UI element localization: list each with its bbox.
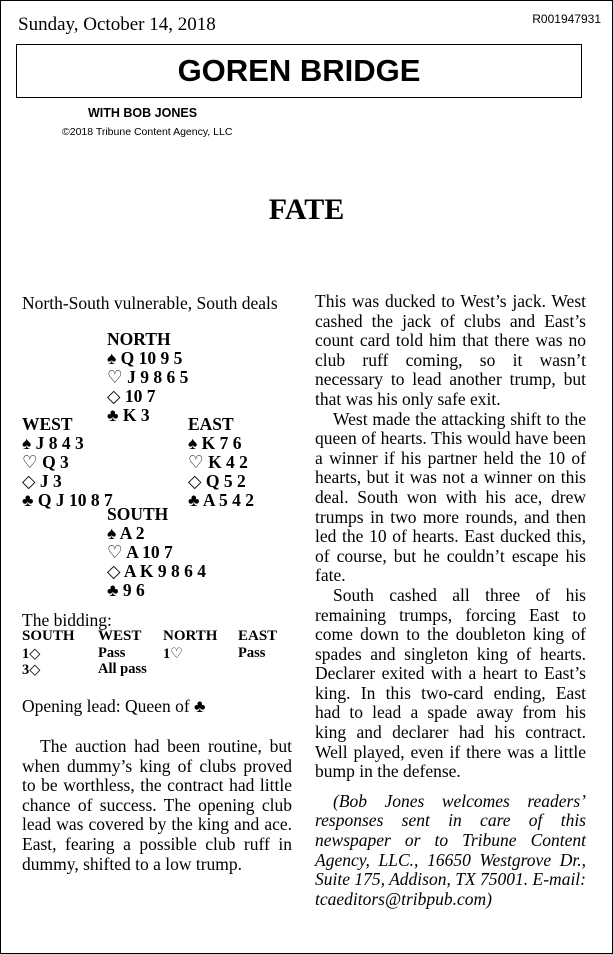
south-spades: ♠ A 2	[107, 523, 145, 543]
body-paragraph: This was ducked to West’s jack. West cashed the jack of clubs and East’s count card told him that there was no club ruff coming, so it wasn’t necessary to lead another trump, but that was his only safe exit.	[315, 291, 586, 409]
north-hearts: ♡ J 9 8 6 5	[107, 367, 189, 387]
bidding-title: The bidding:	[22, 610, 112, 630]
bid-east-1: Pass	[238, 645, 266, 661]
west-diamonds: ◇ J 3	[22, 471, 62, 491]
east-clubs: ♣ A 5 4 2	[188, 490, 254, 510]
bid-header-south: SOUTH	[22, 628, 75, 644]
east-spades: ♠ K 7 6	[188, 433, 242, 453]
headline: FATE	[268, 193, 345, 226]
opening-lead: Opening lead: Queen of ♣	[22, 696, 206, 716]
north-label: NORTH	[107, 329, 171, 349]
west-clubs: ♣ Q J 10 8 7	[22, 490, 113, 510]
body-paragraph: West made the attacking shift to the queen of hearts. This would have been a winner if his partner held the 10 of hearts, but it was not a winner on this deal. South won with his ace, drew trumps in two more rounds, and then led the 10 of hearts. East ducked this, of course, but he couldn’t escape his fate.	[315, 408, 586, 586]
body-paragraph: The auction had been routine, but when dummy’s king of clubs proved to be worthless, the contract had little chance of success. The opening club lead was covered by the king and ace. East, fearing a possible club ruff in dummy, shifted to a low trump.	[22, 736, 292, 874]
copyright: ©2018 Tribune Content Agency, LLC	[62, 126, 233, 138]
west-hand	[22, 415, 113, 510]
bid-west-2: All pass	[98, 661, 147, 677]
south-clubs: ♣ 9 6	[107, 580, 145, 600]
south-diamonds: ◇ A K 9 8 6 4	[107, 561, 207, 581]
bid-west-1: Pass	[98, 645, 126, 661]
north-spades: ♠ Q 10 9 5	[107, 348, 183, 368]
north-hand	[107, 330, 188, 425]
west-hearts: ♡ Q 3	[22, 452, 69, 472]
south-hearts: ♡ A 10 7	[107, 542, 173, 562]
east-diamonds: ◇ Q 5 2	[188, 471, 246, 491]
bid-south-1: 1◇	[22, 646, 41, 662]
south-label: SOUTH	[107, 504, 169, 524]
article-code: R001947931	[532, 12, 601, 26]
bid-south-2: 3◇	[22, 662, 41, 678]
bid-header-north: NORTH	[163, 628, 218, 644]
south-hand	[107, 505, 206, 600]
column-title: GOREN BRIDGE	[177, 53, 421, 88]
left-column-text	[22, 737, 292, 874]
east-hearts: ♡ K 4 2	[188, 452, 248, 472]
north-clubs: ♣ K 3	[107, 405, 150, 425]
body-paragraph: South cashed all three of his remaining trumps, forcing East to come down to the doubleton king of spades and singleton king of hearts. Declarer exited with a heart to East’s king. In this two-card ending, East had to lead a spade away from his king and declarer had his contract. Well played, even if there was a little bump in the defense.	[315, 584, 586, 782]
title-box	[16, 44, 582, 98]
north-diamonds: ◇ 10 7	[107, 386, 156, 406]
east-hand	[188, 415, 254, 510]
right-column-text	[315, 292, 586, 909]
east-label: EAST	[188, 414, 234, 434]
date: Sunday, October 14, 2018	[18, 14, 216, 35]
west-spades: ♠ J 8 4 3	[22, 433, 84, 453]
deal-setup: North-South vulnerable, South deals	[22, 293, 278, 313]
bid-north-1: 1♡	[163, 646, 184, 662]
reader-note: (Bob Jones welcomes readers’ responses sent in care of this newspaper or to Tribune Content Agency, LLC., 16650 Westgrove Dr., Suite 175, Addison, TX 75001. E-mail: tcaeditors@tribpub.com)	[315, 790, 586, 909]
byline: WITH BOB JONES	[88, 106, 198, 120]
bid-header-east: EAST	[238, 628, 278, 644]
bid-header-west: WEST	[98, 628, 142, 644]
west-label: WEST	[22, 414, 73, 434]
